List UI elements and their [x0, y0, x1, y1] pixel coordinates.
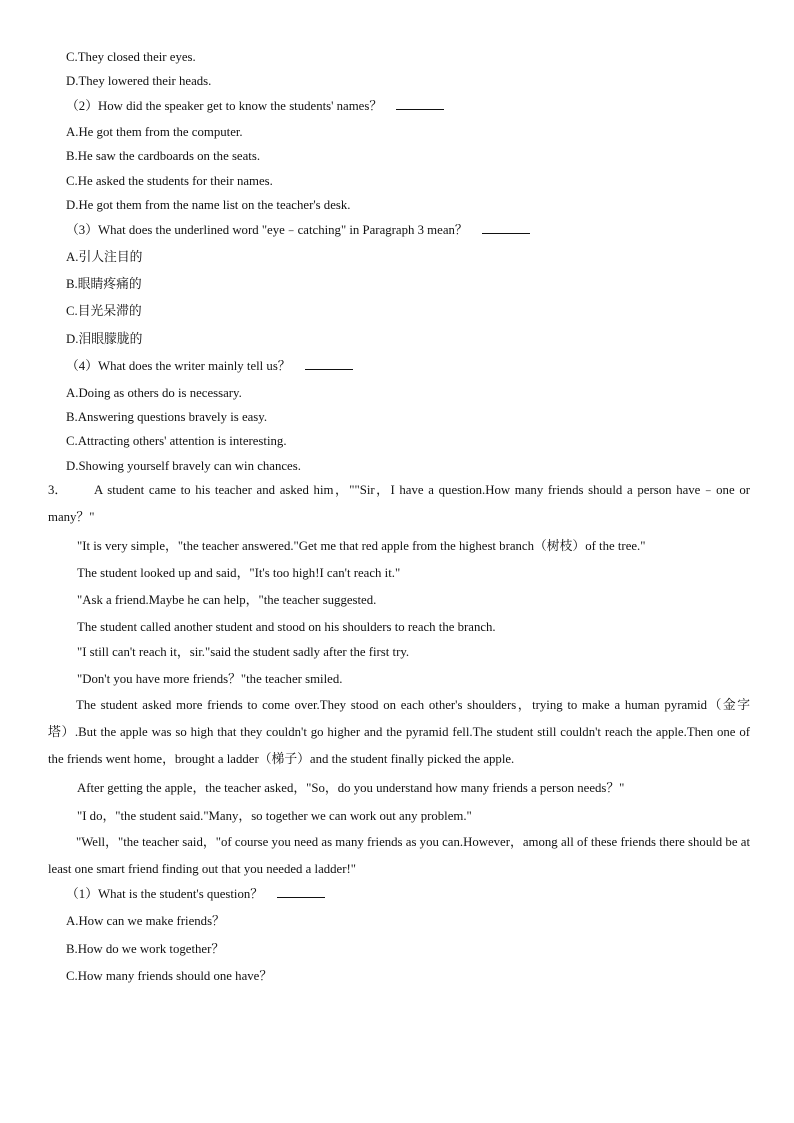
passage-line: "It is very simple，"the teacher answered."Get me that red apple from the highest branch（树枝）of the tree." [77, 539, 646, 553]
passage-paragraph: "Well，"the teacher said，"of course you need as many friends as you can.However，among all of these friends there should be at least one smart friend finding out that you needed a ladder!" [48, 835, 750, 876]
sub-question-stem: （2）How did the speaker get to know the students' names？ [66, 98, 444, 114]
option-a: A.How can we make friends？ [66, 914, 225, 928]
option-d: D.泪眼朦胧的 [66, 332, 143, 346]
option-b: B.How do we work together？ [66, 942, 225, 956]
option-c: C.They closed their eyes. [66, 50, 196, 64]
option-d: D.He got them from the name list on the teacher's desk. [66, 198, 351, 212]
question-3-intro [48, 477, 750, 531]
option-a: A.Doing as others do is necessary. [66, 386, 242, 400]
answer-blank[interactable] [305, 358, 353, 370]
passage-line: After getting the apple，the teacher asked，"So，do you understand how many friends a person needs？" [77, 781, 625, 795]
option-b: B.眼睛疼痛的 [66, 277, 142, 291]
answer-blank[interactable] [277, 886, 325, 898]
sub-question-stem: （3）What does the underlined word "eye﹣catching" in Paragraph 3 mean？ [66, 222, 530, 238]
passage-line: "Ask a friend.Maybe he can help，"the teacher suggested. [77, 593, 377, 607]
option-c: C.He asked the students for their names. [66, 174, 273, 188]
option-c: C.How many friends should one have？ [66, 969, 273, 983]
option-a: A.He got them from the computer. [66, 125, 243, 139]
option-a: A.引人注目的 [66, 250, 143, 264]
option-b: B.He saw the cardboards on the seats. [66, 149, 261, 163]
sub-question-stem: （1）What is the student's question？ [66, 886, 325, 902]
option-b: B.Answering questions bravely is easy. [66, 410, 268, 424]
passage-line: "I do，"the student said."Many，so together we can work out any problem." [77, 809, 472, 823]
passage-line: The student called another student and stood on his shoulders to reach the branch. [77, 620, 496, 634]
answer-blank[interactable] [396, 98, 444, 110]
passage-line: "Don't you have more friends？"the teacher smiled. [77, 672, 343, 686]
passage-paragraph: The student asked more friends to come over.They stood on each other's shoulders，trying to make a human pyramid（金字塔）.But the apple was so high that they couldn't go higher and the pyramid fell.The student still couldn't reach the apple.Then one of the friends went home，brought a ladder（梯子）and the student finally picked the apple. [48, 698, 750, 766]
sub-question-stem: （4）What does the writer mainly tell us？ [66, 358, 353, 374]
option-d: D.Showing yourself bravely can win chances. [66, 459, 301, 473]
answer-blank[interactable] [482, 222, 530, 234]
passage-line: The student looked up and said，"It's too high!I can't reach it." [77, 566, 401, 580]
option-c: C.目光呆滞的 [66, 304, 142, 318]
question-number: 3． [48, 483, 68, 497]
passage-paragraph: A student came to his teacher and asked him，""Sir，I have a question.How many friends should a person have﹣one or many？" [48, 483, 750, 524]
option-d: D.They lowered their heads. [66, 74, 212, 88]
passage-line: "I still can't reach it，sir."said the student sadly after the first try. [77, 645, 410, 659]
option-c: C.Attracting others' attention is interesting. [66, 434, 287, 448]
